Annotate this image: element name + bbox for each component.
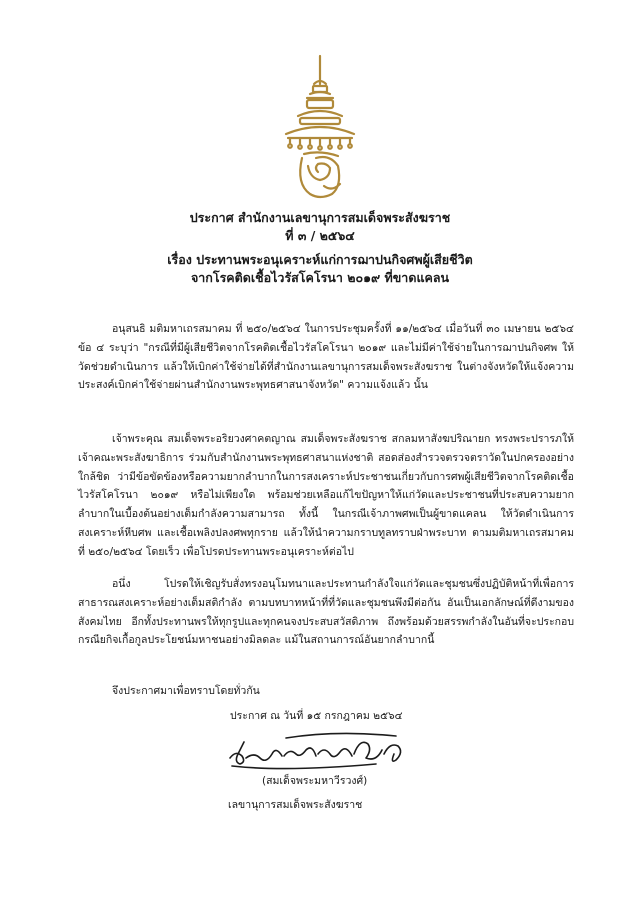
body-paragraph-1: อนุสนธิ มติมหาเถรสมาคม ที่ ๒๕๐/๒๕๖๔ ในการประชุมครั้งที่ ๑๑/๒๕๖๔ เมื่อวันที่ ๓๐ เมษายน ๒๕๖๔ ข้อ ๔ ระบุว่า "กรณีที่มีผู้เสียชีวิตจากโรคติดเชื้อไวรัสโคโรนา ๒๐๑๙ และไม่มีค่าใช้จ่ายในการฌาปนกิจศพ ให้วัดช่วยดำเนินการ แล้วให้เบิกค่าใช้จ่ายได้ที่สำนักงานเลขานุการสมเด็จพระสังฆราช ในต่างจังหวัดให้แจ้งความประสงค์เบิกค่าใช้จ่ายผ่านสำนักงานพระพุทธศาสนาจังหวัด" ความแจ้งแล้ว นั้น	[78, 323, 574, 392]
signer-title: เลขานุการสมเด็จพระสังฆราช	[228, 799, 363, 811]
body-paragraph-4: จึงประกาศมาเพื่อทราบโดยทั่วกัน	[112, 685, 260, 697]
announcement-subject-continued: จากโรคติดเชื้อไวรัสโคโรนา ๒๐๑๙ ที่ขาดแคลน	[190, 270, 450, 285]
body-paragraph-2: เจ้าพระคุณ สมเด็จพระอริยวงศาคตญาณ สมเด็จพระสังฆราช สกลมหาสังฆปริณายก ทรงพระปรารภให้เจ้าคณะพระสังฆาธิการ ร่วมกับสำนักงานพระพุทธศาสนาแห่งชาติ สอดส่องสำรวจตรวจตราวัดในปกครองอย่างใกล้ชิด ว่ามีข้อขัดข้องหรือความยากลำบากในการสงเคราะห์ประชาชนเกี่ยวกับการศพผู้เสียชีวิตจากโรคติดเชื้อไวรัสโคโรนา ๒๐๑๙ หรือไม่เพียงใด พร้อมช่วยเหลือแก้ไขปัญหาให้แก่วัดและประชาชนที่ประสบความยากลำบากในเบื้องต้นอย่างเต็มกำลังความสามารถ ทั้งนี้ ในกรณีเจ้าภาพศพเป็นผู้ขาดแคลน ให้วัดดำเนินการสงเคราะห์หีบศพ และเชื้อเพลิงปลงศพทุกราย แล้วให้นำความกราบทูลทราบฝ่าพระบาท ตามมติมหาเถรสมาคม ที่ ๒๕๐/๒๕๖๔ โดยเร็ว เพื่อโปรดประทานพระอนุเคราะห์ต่อไป	[78, 433, 574, 558]
handwritten-signature-icon	[226, 728, 416, 774]
announcement-subject: เรื่อง ประทานพระอนุเคราะห์แก่การฌาปนกิจศพผู้เสียชีวิต	[167, 252, 473, 267]
announcement-number: ที่ ๓ / ๒๕๖๔	[285, 228, 355, 243]
announcement-issuer: ประกาศ สำนักงานเลขานุการสมเด็จพระสังฆราช	[189, 210, 451, 225]
announcement-date: ประกาศ ณ วันที่ ๑๕ กรกฎาคม ๒๕๖๔	[230, 710, 403, 722]
supreme-patriarch-office-emblem-icon	[280, 54, 360, 204]
signer-name: (สมเด็จพระมหาวีรวงศ์)	[262, 775, 368, 787]
body-paragraph-3: อนึ่ง โปรดให้เชิญรับสั่งทรงอนุโมทนาและประทานกำลังใจแก่วัดและชุมชนซึ่งปฏิบัติหน้าที่เพื่อการสาธารณสงเคราะห์อย่างเต็มสติกำลัง ตามบทบาทหน้าที่ที่วัดและชุมชนพึงมีต่อกัน อันเป็นเอกลักษณ์ที่ดีงามของสังคมไทย อีกทั้งประทานพรให้ทุกรูปและทุกคนจงประสบสวัสดิภาพ ถึงพร้อมด้วยสรรพกำลังในอันที่จะประกอบกรณียกิจเกื้อกูลประโยชน์มหาชนอย่างมิลดละ แม้ในสถานการณ์อันยากลำบากนี้	[78, 578, 574, 647]
